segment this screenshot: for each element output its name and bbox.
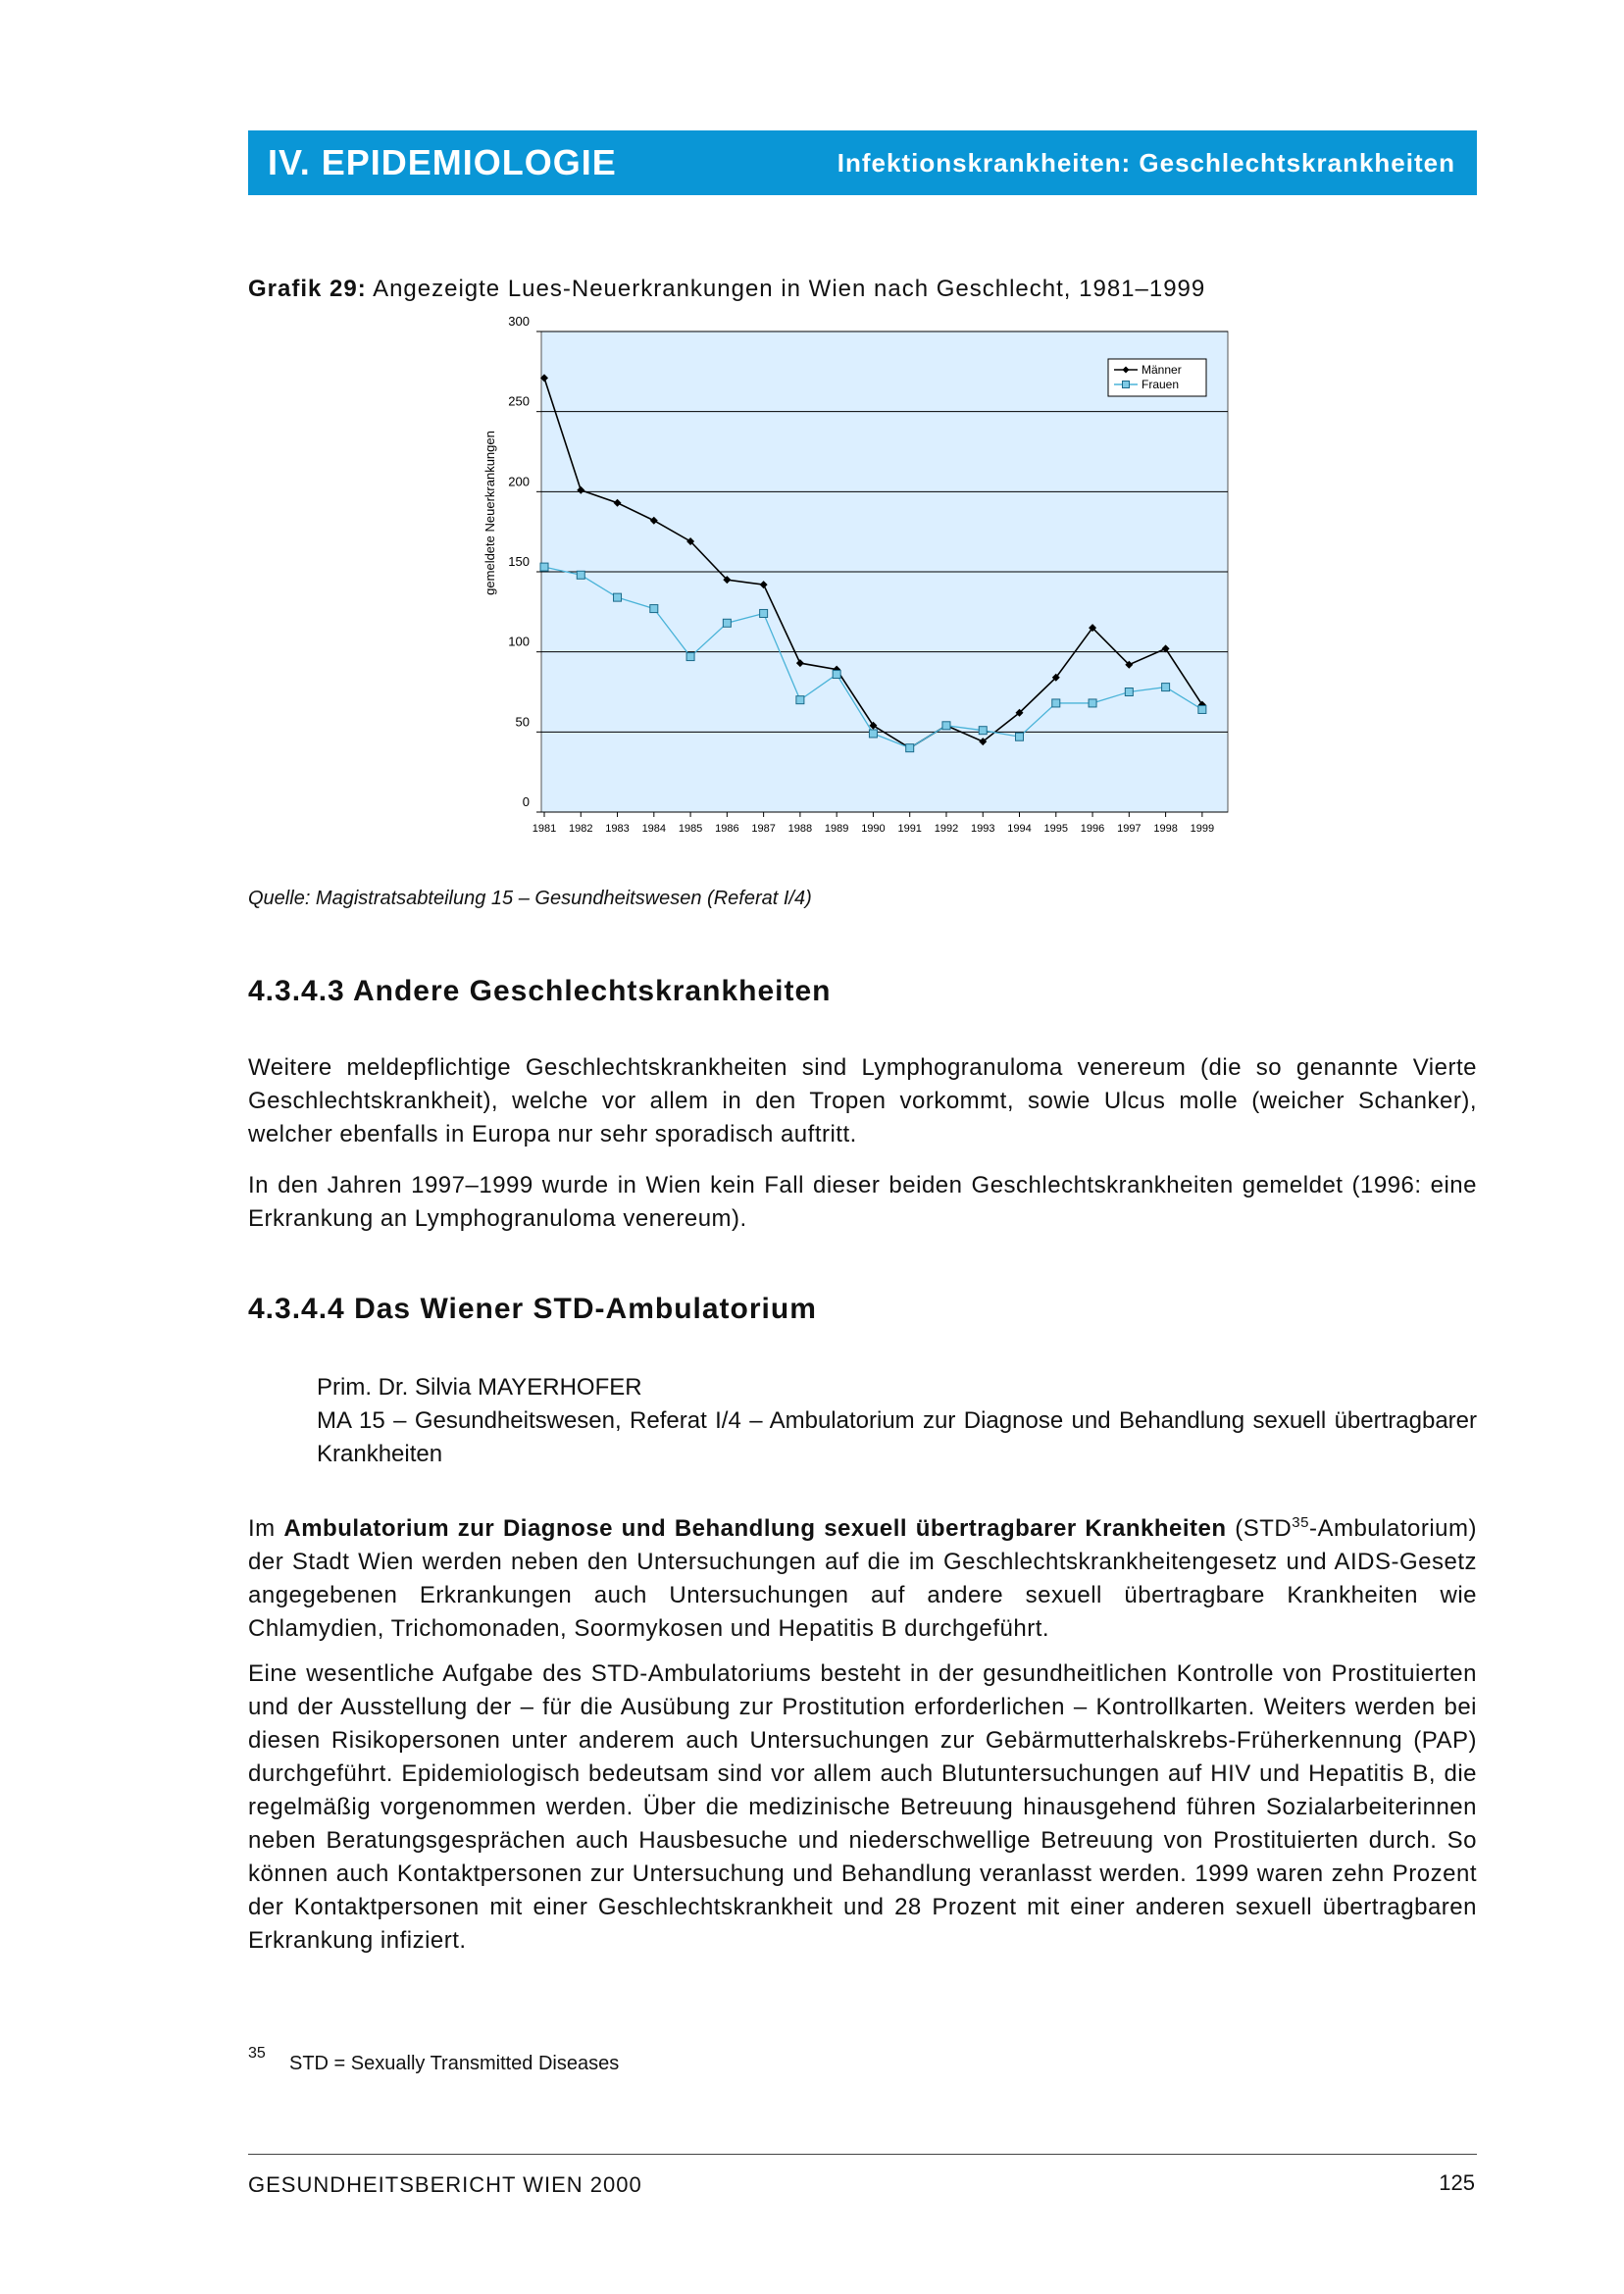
footnote-ref[interactable]: 35 (1292, 1514, 1309, 1531)
data-point-frauen (686, 653, 694, 661)
figure-caption (248, 276, 1205, 303)
paragraph-4343-2: In den Jahren 1997–1999 wurde in Wien kein Fall dieser beiden Geschlechtskrankheiten gemeldet (1996: eine Erkrankung an Lymphogranuloma venereum). (248, 1172, 1477, 1232)
y-tick-label: 150 (508, 554, 530, 569)
data-point-frauen (906, 744, 914, 752)
p1-rest: -Ambulatorium) der Stadt Wien werden neben den Untersuchungen auf die im Geschlechtskrankheitengesetz und AIDS-Gesetz angegebenen Erkrankungen auch Untersuchungen auf andere sexuell übertragbare Krankheiten wie Chlamydien, Trichomonaden, Soormykosen und Hepatitis B durchgeführt. (248, 1515, 1477, 1642)
x-tick-label: 1997 (1117, 823, 1142, 835)
data-point-frauen (869, 730, 877, 738)
data-point-frauen (577, 571, 584, 579)
x-tick-label: 1983 (605, 823, 630, 835)
x-tick-label: 1999 (1190, 823, 1215, 835)
legend-marker (1123, 382, 1130, 388)
y-tick-label: 50 (515, 714, 530, 730)
p1-prefix: Im (248, 1515, 276, 1542)
x-tick-label: 1991 (897, 823, 922, 835)
data-point-frauen (1016, 733, 1024, 740)
y-tick-label: 250 (508, 393, 530, 409)
x-tick-label: 1994 (1007, 823, 1032, 835)
data-point-frauen (1089, 699, 1096, 707)
paragraph-4344-1 (248, 1506, 1477, 1646)
data-point-frauen (614, 593, 622, 601)
data-point-frauen (833, 671, 840, 679)
x-tick-label: 1998 (1153, 823, 1178, 835)
author-block (317, 1371, 1477, 1471)
x-tick-label: 1986 (715, 823, 739, 835)
x-tick-label: 1992 (934, 823, 959, 835)
heading-4343: 4.3.4.3 Andere Geschlechtskrankheiten (248, 975, 832, 1007)
figure-source: Quelle: Magistratsabteilung 15 – Gesundheitswesen (Referat I/4) (248, 888, 812, 909)
data-point-frauen (723, 619, 731, 627)
x-tick-label: 1990 (861, 823, 886, 835)
author-affiliation: MA 15 – Gesundheitswesen, Referat I/4 – Ambulatorium zur Diagnose und Behandlung sexuell übertragbarer Krankheiten (317, 1407, 1477, 1467)
y-tick-label: 200 (508, 474, 530, 489)
y-tick-label: 0 (522, 794, 530, 809)
data-point-frauen (760, 609, 768, 617)
chart-svg (461, 312, 1255, 841)
x-tick-label: 1981 (532, 823, 557, 835)
y-tick-label: 300 (508, 314, 530, 329)
heading-4344: 4.3.4.4 Das Wiener STD-Ambulatorium (248, 1293, 817, 1325)
footer-title: GESUNDHEITSBERICHT WIEN 2000 (248, 2172, 642, 2197)
data-point-frauen (540, 563, 548, 571)
x-tick-label: 1995 (1043, 823, 1069, 835)
x-tick-label: 1982 (569, 823, 593, 835)
data-point-frauen (979, 727, 987, 735)
x-tick-label: 1985 (678, 823, 703, 835)
x-tick-label: 1987 (751, 823, 776, 835)
footnote-number: 35 (248, 2045, 266, 2062)
x-tick-label: 1984 (641, 823, 667, 835)
data-point-frauen (650, 605, 658, 613)
legend-label: Frauen (1142, 378, 1180, 391)
data-point-frauen (1198, 705, 1206, 713)
y-tick-label: 100 (508, 634, 530, 649)
data-point-frauen (1125, 688, 1133, 696)
x-tick-label: 1996 (1080, 823, 1105, 835)
data-point-frauen (796, 696, 804, 704)
footer-divider (248, 2154, 1477, 2155)
section-title: Infektionskrankheiten: Geschlechtskrankheiten (837, 148, 1455, 178)
chapter-title: IV. EPIDEMIOLOGIE (268, 142, 617, 182)
y-axis-label: gemeldete Neuerkrankungen (482, 431, 497, 595)
p1-std: (STD (1235, 1515, 1293, 1542)
paragraph-4344-2: Eine wesentliche Aufgabe des STD-Ambulatoriums besteht in der gesundheitlichen Kontrolle von Prostituierten und der Ausstellung der – für die Ausübung zur Prostitution erforderlichen – Kontrollkarten. Weiters werden bei diesen Risikopersonen unter anderem auch Untersuchungen zur Gebärmutterhalskrebs-Früherkennung (PAP) durchgeführt. Epidemiologisch bedeutsam sind vor allem auch Blutuntersuchungen auf HIV und Hepatitis B, die regelmäßig vorgenommen werden. Über die medizinische Betreuung hinausgehend führen Sozialarbeiterinnen neben Beratungsgesprächen auch Hausbesuche und niederschwellige Betreuung von Prostituierten durch. So können auch Kontaktpersonen zur Untersuchung und Behandlung veranlasst werden. 1999 waren zehn Prozent der Kontaktpersonen mit einer Geschlechtskrankheit und 28 Prozent mit einer anderen sexuell übertragbaren Erkrankung infiziert. (248, 1660, 1477, 1954)
data-point-frauen (1052, 699, 1060, 707)
figure-caption-text: Angezeigte Lues-Neuerkrankungen in Wien nach Geschlecht, 1981–1999 (373, 276, 1206, 302)
x-tick-label: 1993 (971, 823, 995, 835)
x-tick-label: 1989 (824, 823, 849, 835)
chapter-header-bar (248, 130, 1477, 195)
line-chart (461, 312, 1255, 841)
paragraph-4343-1: Weitere meldepflichtige Geschlechtskrankheiten sind Lymphogranuloma venereum (die so genannte Vierte Geschlechtskrankheit), welche vor allem in den Tropen vorkommt, sowie Ulcus molle (weicher Schanker), welcher ebenfalls in Europa nur sehr sporadisch auftritt. (248, 1054, 1477, 1147)
figure-label: Grafik 29: (248, 276, 367, 302)
legend-label: Männer (1142, 363, 1182, 377)
p1-bold: Ambulatorium zur Diagnose und Behandlung sexuell übertragbarer Krankheiten (283, 1515, 1227, 1542)
footnote-text: STD = Sexually Transmitted Diseases (289, 2053, 620, 2074)
data-point-frauen (942, 722, 950, 730)
x-tick-label: 1988 (787, 823, 813, 835)
page-number: 125 (1439, 2170, 1475, 2195)
author-name: Prim. Dr. Silvia MAYERHOFER (317, 1374, 642, 1401)
data-point-frauen (1162, 684, 1170, 691)
